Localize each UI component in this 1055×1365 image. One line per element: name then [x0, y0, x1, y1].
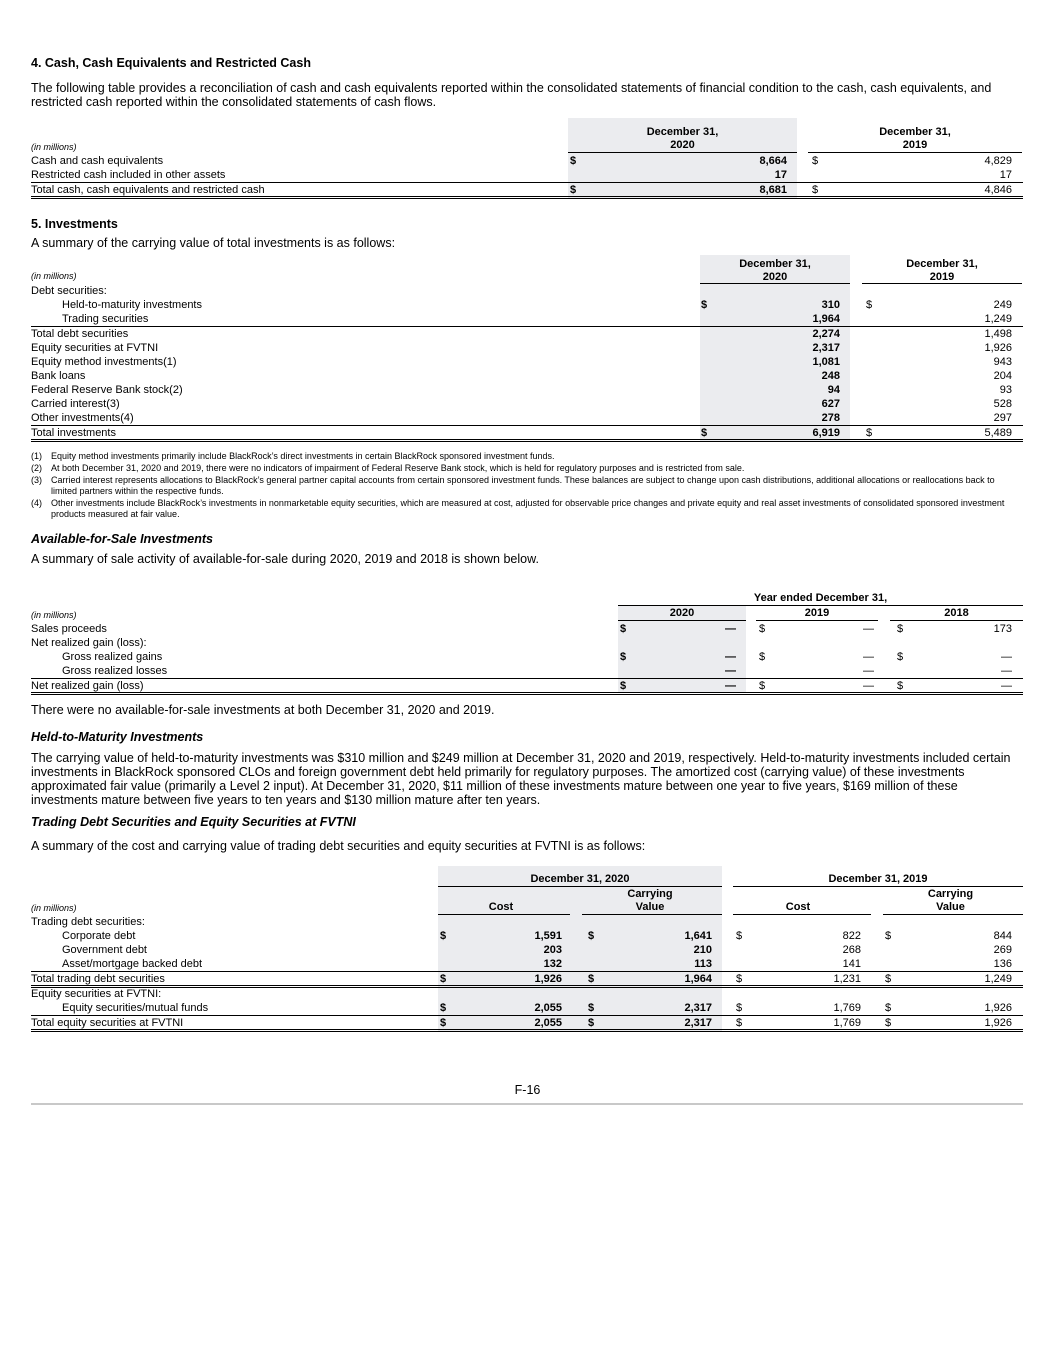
trading-carrying-header: Carrying Value	[627, 888, 673, 913]
trading-cost-2020: 132	[543, 958, 562, 970]
section-5-intro: A summary of the carrying value of total investments is as follows:	[31, 236, 396, 250]
trading-dollar: $	[885, 1002, 892, 1014]
trading-cost-2020: 2,055	[534, 1017, 562, 1029]
inv-row-value-2020: 94	[827, 384, 840, 396]
inv-row-dollar: $	[866, 427, 873, 439]
cash-col-2019-header: December 31, 2019	[879, 126, 951, 151]
trading-dollar: $	[440, 1002, 447, 1014]
trading-cost-2019: 822	[842, 930, 861, 942]
cash-row-dollar: $	[570, 184, 577, 196]
afs-value-2020: —	[725, 623, 736, 635]
inv-row-value-2020: 1,081	[812, 356, 840, 368]
trading-total-label: Total equity securities at FVTNI	[31, 1017, 184, 1029]
afs-dollar: $	[759, 651, 766, 663]
afs-dollar: $	[620, 623, 627, 635]
inv-row-value-2019: 249	[993, 299, 1012, 311]
trading-cost-2020: 2,055	[534, 1002, 562, 1014]
cash-row-dollar: $	[812, 184, 819, 196]
trading-cost-header: Cost	[785, 901, 811, 913]
inv-row-value-2020: 2,317	[812, 342, 840, 354]
trading-row-label: Equity securities/mutual funds	[62, 1002, 209, 1014]
trading-dollar: $	[736, 1017, 743, 1029]
cash-row-value-2020: 8,664	[759, 155, 787, 167]
trading-cost-2020: 1,926	[534, 973, 562, 985]
afs-intro: A summary of sale activity of available-for-sale during 2020, 2019 and 2018 is shown below.	[31, 552, 539, 566]
inv-units-label: (in millions)	[31, 271, 77, 281]
inv-row-value-2019: 528	[993, 398, 1012, 410]
cash-row-value-2019: 4,829	[984, 155, 1012, 167]
inv-row-label: Total debt securities	[31, 328, 129, 340]
afs-value-2020: —	[725, 665, 736, 677]
cash-total-value-2020: 8,681	[759, 184, 787, 196]
afs-value-2019: —	[863, 665, 874, 677]
footnote-mark: (1)	[31, 451, 42, 461]
trading-cost-2019: 1,769	[833, 1017, 861, 1029]
footer-divider	[31, 1103, 1023, 1105]
inv-row-label: Other investments(4)	[31, 412, 134, 424]
inv-row-value-2019: 297	[993, 412, 1012, 424]
trading-cost-2019: 1,231	[833, 973, 861, 985]
afs-year-header: 2018	[944, 607, 969, 619]
afs-value-2019: —	[863, 651, 874, 663]
afs-value-2020: —	[725, 680, 736, 692]
trading-row-label: Corporate debt	[62, 930, 136, 942]
trading-dollar: $	[440, 973, 447, 985]
afs-year-header: 2020	[669, 607, 695, 619]
footnote-mark: (2)	[31, 463, 42, 473]
afs-row-label: Gross realized losses	[62, 665, 168, 677]
trading-row-label: Trading debt securities:	[31, 916, 145, 928]
inv-row-label: Carried interest(3)	[31, 398, 120, 410]
inv-row-value-2019: 943	[993, 356, 1012, 368]
trading-carrying-2020: 210	[693, 944, 712, 956]
afs-dollar: $	[620, 651, 627, 663]
inv-row-value-2019: 1,249	[984, 313, 1012, 325]
trading-dollar: $	[588, 973, 595, 985]
trading-cost-2019: 268	[842, 944, 861, 956]
trading-dollar: $	[885, 973, 892, 985]
inv-row-dollar: $	[701, 427, 708, 439]
inv-row-value-2020: 1,964	[812, 313, 840, 325]
trading-cost-2020: 1,591	[534, 930, 562, 942]
inv-row-label: Equity method investments(1)	[31, 356, 177, 368]
cash-total-value-2019: 4,846	[984, 184, 1012, 196]
footnote-text: At both December 31, 2020 and 2019, there were no indicators of impairment of Federal Reserve Bank stock, which is held for regulatory purposes and is restricted from sale.	[51, 463, 745, 473]
afs-value-2018: 173	[993, 623, 1012, 635]
afs-value-2018: —	[1001, 665, 1012, 677]
footnote-text: Other investments include BlackRock’s investments in nonmarketable equity securities, which are measured at cost, adjusted for observable price changes and private equity and real asset investments of consolidated sponsored investment products measured at fair value.	[51, 498, 1005, 519]
inv-row-value-2020: 2,274	[812, 328, 840, 340]
afs-dollar: $	[897, 623, 904, 635]
trading-carrying-2019: 1,926	[984, 1002, 1012, 1014]
trading-dollar: $	[440, 930, 447, 942]
trading-dollar: $	[885, 930, 892, 942]
afs-row-label: Gross realized gains	[62, 651, 163, 663]
afs-total-label: Net realized gain (loss)	[31, 680, 144, 692]
inv-row-dollar: $	[701, 299, 708, 311]
trading-carrying-2020: 2,317	[684, 1002, 712, 1014]
inv-row-value-2020: 278	[821, 412, 840, 424]
inv-row-label: Equity securities at FVTNI	[31, 342, 159, 354]
footnote-ref: (2)	[169, 384, 183, 396]
inv-total-value-2019: 5,489	[984, 427, 1012, 439]
afs-value-2019: —	[863, 623, 874, 635]
trading-row-label: Government debt	[62, 944, 147, 956]
cash-units-label: (in millions)	[31, 142, 77, 152]
footnote-ref: (1)	[163, 356, 177, 368]
footnote-text: Equity method investments primarily include BlackRock’s direct investments in certain BlackRock sponsored investment funds.	[51, 451, 555, 461]
inv-total-label: Total investments	[31, 427, 116, 439]
trading-carrying-2019: 1,249	[984, 973, 1012, 985]
trading-total-label: Total trading debt securities	[31, 973, 165, 985]
afs-value-2020: —	[725, 651, 736, 663]
inv-col-2019-header: December 31, 2019	[906, 258, 978, 283]
cash-row-value-2020: 17	[774, 169, 787, 181]
trading-carrying-2019: 844	[993, 930, 1012, 942]
trading-carrying-2020: 113	[694, 958, 712, 970]
trading-dollar: $	[588, 1017, 595, 1029]
inv-row-label: Held-to-maturity investments	[62, 299, 202, 311]
cash-row-label: Cash and cash equivalents	[31, 155, 164, 167]
inv-row-label: Debt securities:	[31, 285, 107, 297]
afs-dollar: $	[897, 651, 904, 663]
cash-row-dollar: $	[570, 155, 577, 167]
inv-row-value-2019: 1,926	[984, 342, 1012, 354]
trading-carrying-2020: 1,641	[684, 930, 712, 942]
afs-dollar: $	[897, 680, 904, 692]
afs-dollar: $	[620, 680, 627, 692]
cash-row-label: Restricted cash included in other assets	[31, 169, 226, 181]
inv-row-value-2020: 248	[821, 370, 840, 382]
cash-row-dollar: $	[812, 155, 819, 167]
trading-dollar: $	[736, 973, 743, 985]
inv-row-value-2020: 310	[821, 299, 840, 311]
footnote-ref: (4)	[120, 412, 134, 424]
afs-row-label: Net realized gain (loss):	[31, 637, 147, 649]
afs-row-label: Sales proceeds	[31, 623, 107, 635]
afs-heading: Available-for-Sale Investments	[31, 532, 214, 546]
section-5-heading: 5. Investments	[31, 217, 118, 231]
afs-value-2018: —	[1001, 680, 1012, 692]
trading-carrying-2019: 1,926	[984, 1017, 1012, 1029]
afs-value-2019: —	[863, 680, 874, 692]
inv-row-value-2019: 93	[999, 384, 1012, 396]
trading-group-2020: December 31, 2020	[530, 873, 630, 885]
cash-row-value-2019: 17	[999, 169, 1012, 181]
trading-carrying-2020: 2,317	[684, 1017, 712, 1029]
footnote-ref: (3)	[106, 398, 120, 410]
afs-dollar: $	[759, 680, 766, 692]
trading-dollar: $	[885, 1017, 892, 1029]
inv-row-label: Trading securities	[62, 313, 149, 325]
trading-cost-2019: 141	[842, 958, 861, 970]
trading-cost-2019: 1,769	[833, 1002, 861, 1014]
footnote-mark: (3)	[31, 475, 42, 485]
inv-row-value-2019: 1,498	[984, 328, 1012, 340]
section-4-heading: 4. Cash, Cash Equivalents and Restricted Cash	[31, 56, 311, 70]
afs-group-header: Year ended December 31,	[753, 592, 888, 604]
afs-value-2018: —	[1001, 651, 1012, 663]
inv-total-value-2020: 6,919	[812, 427, 840, 439]
trading-units-label: (in millions)	[31, 903, 77, 913]
trading-intro: A summary of the cost and carrying value of trading debt securities and equity securities at FVTNI is as follows:	[31, 839, 646, 853]
afs-units-label: (in millions)	[31, 610, 77, 620]
trading-row-label: Equity securities at FVTNI:	[31, 988, 162, 1000]
trading-carrying-header: Carrying Value	[927, 888, 974, 913]
afs-dollar: $	[759, 623, 766, 635]
inv-row-value-2020: 627	[821, 398, 840, 410]
trading-cost-header: Cost	[488, 901, 514, 913]
trading-carrying-2019: 269	[993, 944, 1012, 956]
afs-note: There were no available-for-sale investments at both December 31, 2020 and 2019.	[31, 703, 495, 717]
trading-dollar: $	[588, 1002, 595, 1014]
section-4-intro: The following table provides a reconciliation of cash and cash equivalents reported within the consolidated statements of financial condition to the cash, cash equivalents, and restricted cash reported within the consolidated statements of cash flows.	[31, 81, 992, 109]
inv-row-label: Federal Reserve Bank stock(2)	[31, 384, 183, 396]
trading-carrying-2019: 136	[993, 958, 1012, 970]
trading-row-label: Asset/mortgage backed debt	[62, 958, 203, 970]
trading-group-2019: December 31, 2019	[828, 873, 928, 885]
inv-row-dollar: $	[866, 299, 873, 311]
inv-row-label: Bank loans	[31, 370, 86, 382]
trading-dollar: $	[736, 930, 743, 942]
htm-text: The carrying value of held-to-maturity investments was $310 million and $249 million at December 31, 2020 and 2019, respectively. Held-to-maturity investments included certain investments in BlackRock sponsored CLOs and foreign government debt held primarily for regulatory purposes. The amortized cost (carrying value) of these investments approximated fair value (primarily a Level 2 input). At December 31, 2020, $11 million of these investments mature between one year to five years, $169 million of these investments mature between five years to ten years and $130 million mature after ten years.	[31, 751, 1011, 807]
cash-total-label: Total cash, cash equivalents and restricted cash	[31, 184, 265, 196]
cash-col-2020-header: December 31, 2020	[646, 126, 719, 151]
trading-dollar: $	[736, 1002, 743, 1014]
inv-row-value-2019: 204	[993, 370, 1012, 382]
htm-heading: Held-to-Maturity Investments	[31, 730, 204, 744]
inv-col-2020-header: December 31, 2020	[739, 258, 811, 283]
footnote-text: Carried interest represents allocations to BlackRock’s general partner capital accounts from certain sponsored investment funds. These balances are subject to change upon cash distributions, additional allocations or reallocations back to limited partners within the respective funds.	[51, 475, 995, 496]
trading-dollar: $	[440, 1017, 447, 1029]
trading-dollar: $	[588, 930, 595, 942]
trading-heading: Trading Debt Securities and Equity Securities at FVTNI	[31, 815, 356, 829]
trading-cost-2020: 203	[543, 944, 562, 956]
afs-year-header: 2019	[804, 607, 830, 619]
trading-carrying-2020: 1,964	[684, 973, 712, 985]
footnote-mark: (4)	[31, 498, 42, 508]
page-number: F-16	[514, 1083, 541, 1097]
